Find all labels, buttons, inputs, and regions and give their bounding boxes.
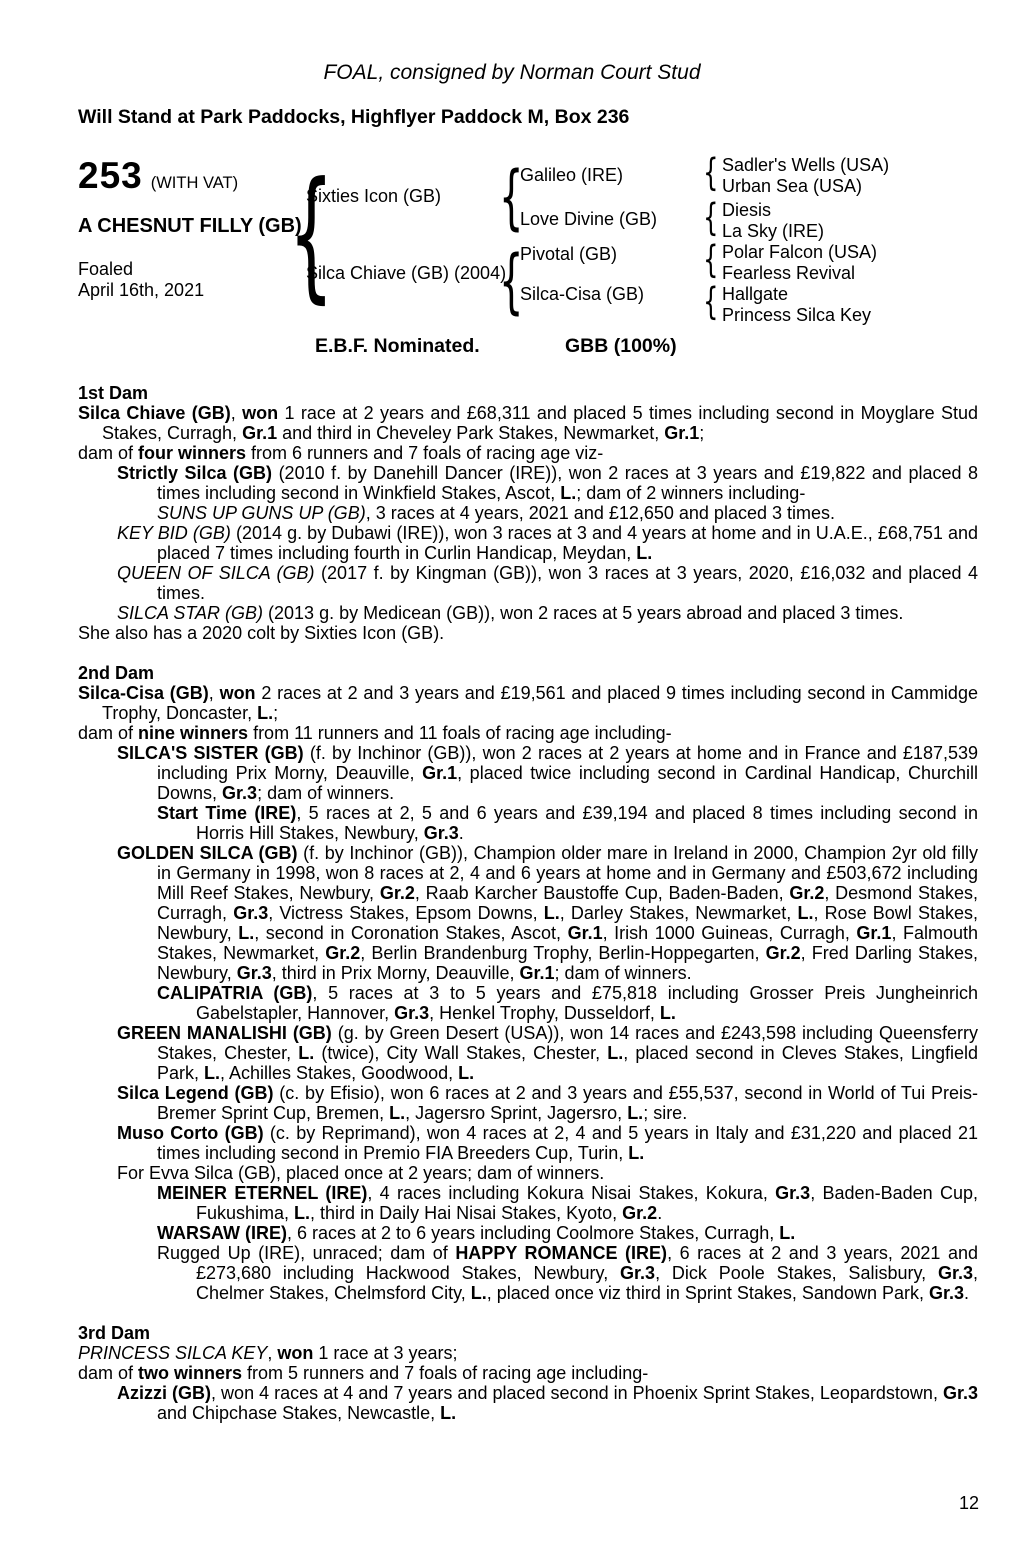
highlighted-text: Azizzi (GB) [117,1383,212,1403]
pedigree-paragraph [78,1243,978,1303]
pedigree-brace-sire: { [499,156,524,238]
highlighted-text: L. [440,1403,457,1423]
highlighted-text: Gr.3 [236,963,272,983]
body-text: , Rose Bowl Stakes, Newbury, [157,903,978,943]
highlighted-text: Gr.1 [664,423,700,443]
highlighted-text: Start Time (IRE) [157,803,297,823]
body-text: , Dick Poole Stakes, Salisbury, [655,1263,938,1283]
highlighted-text: L. [628,1143,645,1163]
body-text: (2017 f. by Kingman (GB)), won 3 races at 3 years, 2020, £16,032 and placed 4 times. [157,563,978,603]
body-text: , [230,403,243,423]
highlighted-text: Gr.1 [856,923,892,943]
body-text: , [267,1343,278,1363]
great-grandparent: Princess Silca Key [722,305,872,325]
highlighted-text: L. [470,1283,487,1303]
pedigree-paragraph [78,683,978,723]
body-text: For Evva Silca (GB), placed once at 2 years; dam of winners. [117,1163,605,1183]
highlighted-text: SILCA STAR (GB) [117,603,264,623]
body-text: , Falmouth Stakes, Newmarket, [157,923,979,963]
highlighted-text: Gr.1 [567,923,603,943]
highlighted-text: Gr.2 [325,943,361,963]
body-text: ; dam of winners. [554,963,692,983]
pedigree-paragraph [78,603,978,623]
pedigree-brace-gen3: { [703,280,719,323]
body-text: (g. by Green Desert (USA)), won 14 races and £243,598 including Queensferry Stakes, Chester, [157,1023,979,1063]
pedigree-brace-gen1: { [288,152,334,317]
pedigree-paragraph [78,1363,978,1383]
highlighted-text: L. [607,1043,624,1063]
body-text: , [208,683,220,703]
highlighted-text: CALIPATRIA (GB) [157,983,313,1003]
body-text: , Irish 1000 Guineas, Curragh, [602,923,857,943]
highlighted-text: Gr.1 [422,763,458,783]
highlighted-text: L. [560,483,577,503]
pedigree-paragraph [78,723,978,743]
highlighted-text: L. [257,703,274,723]
pedigree-paragraph [78,983,978,1023]
highlighted-text: SUNS UP GUNS UP (GB) [157,503,366,523]
body-text: (2013 g. by Medicean (GB)), won 2 races at 5 years abroad and placed 3 times. [263,603,904,623]
section-heading: 2nd Dam [78,663,155,683]
pedigree-paragraph [78,1223,978,1243]
body-text: , Raab Karcher Baustoffe Cup, Baden-Baden, [414,883,790,903]
highlighted-text: SILCA'S SISTER (GB) [117,743,304,763]
highlighted-text: Muso Corto (GB) [117,1123,264,1143]
great-grandparent: Fearless Revival [722,263,856,283]
stand-location-line: Will Stand at Park Paddocks, Highflyer Paddock M, Box 236 [78,106,630,128]
body-text: She also has a 2020 colt by Sixties Icon (GB). [78,623,445,643]
dam-name: Silca Chiave (GB) (2004) [306,263,507,283]
body-text: 1 race at 3 years; [313,1343,458,1363]
great-grandparent: Urban Sea (USA) [722,176,863,196]
highlighted-text: L. [779,1223,796,1243]
highlighted-text: WARSAW (IRE) [157,1223,287,1243]
pedigree-paragraph [78,843,978,983]
pedigree-paragraph [78,1183,978,1223]
great-grandparent: Diesis [722,200,772,220]
dam-section [78,1323,978,1423]
pedigree-paragraph [78,443,978,463]
page-number: 12 [959,1493,980,1513]
highlighted-text: L. [636,543,653,563]
highlighted-text: two winners [138,1363,243,1383]
highlighted-text: L. [543,903,560,923]
body-text: (f. by Inchinor (GB)), won 2 races at 2 years at home and in France and £187,539 including Prix Morny, Deauville, [157,743,978,783]
highlighted-text: Gr.1 [519,963,555,983]
highlighted-text: Gr.3 [937,1263,973,1283]
dam-sections [78,383,978,1423]
gbb-note: GBB (100%) [565,335,677,357]
body-text: (f. by Inchinor (GB)), Champion older mare in Ireland in 2000, Champion 2yr old filly in Germany in 1998, won 8 races at 2, 4 and 6 years at home and in Germany and £503,672 including Mill Reef Stakes, Newbury, [157,843,978,903]
body-text: (c. by Reprimand), won 4 races at 2, 4 and 5 years in Italy and £31,220 and placed 21 times including second in Premio FIA Breeders Cup, Turin, [157,1123,978,1163]
body-text: (2014 g. by Dubawi (IRE)), won 3 races at 3 and 4 years at home and in U.A.E., £68,751 and placed 7 times including fourth in Curlin Handicap, Meydan, [157,523,978,563]
lot-row [78,155,238,197]
highlighted-text: Gr.3 [928,1283,965,1303]
pedigree-paragraph [78,1123,978,1163]
highlighted-text: Gr.2 [789,883,825,903]
highlighted-text: Gr.2 [765,943,801,963]
highlighted-text: Gr.3 [222,783,258,803]
body-text: (c. by Efisio), won 6 races at 2 and 3 years and £55,537, second in World of Tui Preis-Bremer Sprint Cup, Bremen, [157,1083,978,1123]
body-text: ; [273,703,279,723]
body-text: and third in Cheveley Park Stakes, Newmarket, [277,423,665,443]
body-text: , second in Coronation Stakes, Ascot, [254,923,568,943]
highlighted-text: Gr.3 [423,823,459,843]
body-text: from 6 runners and 7 foals of racing age viz- [246,443,604,463]
pedigree-paragraph [78,1083,978,1123]
body-text: , 5 races at 3 to 5 years and £75,818 including Grosser Preis Jungheinrich Gabelstapler, Hannover, [196,983,978,1023]
body-text: from 5 runners and 7 foals of racing age including- [242,1363,649,1383]
highlighted-text: Gr.3 [942,1383,979,1403]
highlighted-text: won [219,683,256,703]
body-text: , 4 races including Kokura Nisai Stakes, Kokura, [367,1183,776,1203]
body-text: , Chelmer Stakes, Chelmsford City, [196,1263,978,1303]
highlighted-text: L. [204,1063,221,1083]
body-text: , Victress Stakes, Epsom Downs, [268,903,544,923]
body-text: dam of [78,1363,139,1383]
grandsire-name: Pivotal (GB) [520,244,618,264]
body-text: ; dam of winners. [257,783,395,803]
highlighted-text: HAPPY ROMANCE (IRE) [455,1243,668,1263]
pedigree-paragraph [78,623,978,643]
body-text: , Baden-Baden Cup, Fukushima, [196,1183,978,1223]
body-text: and Chipchase Stakes, Newcastle, [157,1403,441,1423]
great-grandparent: Polar Falcon (USA) [722,242,878,262]
pedigree-paragraph [78,1383,978,1423]
consignor-title: FOAL, consigned by Norman Court Stud [323,61,701,84]
pedigree-brace-gen3: { [703,196,719,239]
highlighted-text: won [277,1343,314,1363]
highlighted-text: won [242,403,279,423]
body-text: (2010 f. by Danehill Dancer (IRE)), won 2 races at 3 years and £19,822 and placed 8 times including second in Winkfield Stakes, Ascot, [157,463,979,503]
highlighted-text: four winners [138,443,247,463]
highlighted-text: GOLDEN SILCA (GB) [117,843,298,863]
body-text: , third in Prix Morny, Deauville, [271,963,520,983]
pedigree-paragraph [78,523,978,563]
foaled-label: Foaled [78,259,134,279]
body-text: , Henkel Trophy, Dusseldorf, [429,1003,660,1023]
granddam-name: Silca-Cisa (GB) [520,284,645,304]
pedigree-paragraph [78,1163,978,1183]
pedigree-paragraph [78,563,978,603]
great-grandparents-pair [722,155,889,197]
section-heading: 3rd Dam [78,1323,151,1343]
pedigree-brace-gen3: { [703,238,719,281]
pedigree-paragraph [78,463,978,503]
highlighted-text: Gr.1 [242,423,278,443]
great-grandparent: La Sky (IRE) [722,221,825,241]
body-text: . [657,1203,663,1223]
highlighted-text: Gr.3 [394,1003,430,1023]
highlighted-text: QUEEN OF SILCA (GB) [117,563,315,583]
pedigree-brace-dam: { [499,240,524,322]
dam-section [78,383,978,643]
body-text: 2 races at 2 and 3 years and £19,561 and placed 9 times including second in Cammidge Trophy, Doncaster, [102,683,978,723]
great-grandparent: Sadler's Wells (USA) [722,155,890,175]
highlighted-text: Gr.2 [379,883,415,903]
granddam-name: Love Divine (GB) [520,209,658,229]
pedigree-tree [0,153,1024,365]
highlighted-text: L. [458,1063,475,1083]
highlighted-text: nine winners [138,723,249,743]
body-text: , 6 races at 2 to 6 years including Coolmore Stakes, Curragh, [287,1223,780,1243]
body-text: . [458,823,464,843]
body-text: , Fred Darling Stakes, Newbury, [157,943,978,983]
great-grandparent: Hallgate [722,284,789,304]
body-text: Rugged Up (IRE), unraced; dam of [157,1243,456,1263]
highlighted-text: Silca-Cisa (GB) [78,683,209,703]
dam-section [78,663,978,1303]
foaled-date: April 16th, 2021 [78,280,205,300]
body-text: , 6 races at 2 and 3 years, 2021 and £273,680 including Hackwood Stakes, Newbury, [196,1243,979,1283]
body-text: , Jagersro Sprint, Jagersro, [405,1103,628,1123]
highlighted-text: L. [659,1003,676,1023]
body-text: , Achilles Stakes, Goodwood, [220,1063,459,1083]
body-text: ; dam of 2 winners including- [576,483,806,503]
pedigree-paragraph [78,403,978,443]
body-text: dam of [78,443,139,463]
pedigree-paragraph [78,503,978,523]
body-text: , 5 races at 2, 5 and 6 years and £39,194 and placed 8 times including second in Horris Hill Stakes, Newbury, [196,803,978,843]
pedigree-brace-gen3: { [703,151,719,194]
body-text: , placed second in Cleves Stakes, Lingfield Park, [157,1043,978,1083]
highlighted-text: Gr.2 [622,1203,658,1223]
body-text: . [964,1283,970,1303]
pedigree-paragraph [78,803,978,843]
body-text: , Desmond Stakes, Curragh, [157,883,978,923]
great-grandparents-pair [722,242,877,284]
highlighted-text: MEINER ETERNEL (IRE) [157,1183,368,1203]
great-grandparents-pair [722,200,824,242]
body-text: (twice), City Wall Stakes, Chester, [314,1043,608,1063]
body-text: dam of [78,723,139,743]
highlighted-text: PRINCESS SILCA KEY [78,1343,268,1363]
section-heading: 1st Dam [78,383,149,403]
highlighted-text: L. [389,1103,406,1123]
highlighted-text: Silca Chiave (GB) [78,403,231,423]
body-text: from 11 runners and 11 foals of racing age including- [248,723,672,743]
body-text: ; [699,423,705,443]
ebf-nominated-note: E.B.F. Nominated. [315,335,480,357]
highlighted-text: Gr.3 [233,903,269,923]
lot-number: 253 [78,155,143,196]
body-text: , 3 races at 4 years, 2021 and £12,650 and placed 3 times. [365,503,835,523]
body-text: ; sire. [643,1103,688,1123]
pedigree-paragraph [78,743,978,803]
great-grandparents-pair [722,284,871,326]
body-text: , Berlin Brandenburg Trophy, Berlin-Hoppegarten, [360,943,766,963]
highlighted-text: L. [627,1103,644,1123]
body-text: , third in Daily Hai Nisai Stakes, Kyoto, [310,1203,623,1223]
highlighted-text: Gr.3 [620,1263,656,1283]
body-text: , won 4 races at 4 and 7 years and placed second in Phoenix Sprint Stakes, Leopardstown, [211,1383,943,1403]
horse-name: A CHESNUT FILLY (GB) [78,215,302,237]
highlighted-text: L. [238,923,255,943]
lot-vat-note: (WITH VAT) [150,174,239,192]
highlighted-text: L. [797,903,814,923]
highlighted-text: Strictly Silca (GB) [117,463,273,483]
highlighted-text: L. [298,1043,315,1063]
highlighted-text: L. [294,1203,311,1223]
body-text: , Darley Stakes, Newmarket, [559,903,798,923]
highlighted-text: Gr.3 [775,1183,811,1203]
pedigree-paragraph [78,1343,978,1363]
highlighted-text: GREEN MANALISHI (GB) [117,1023,332,1043]
highlighted-text: Silca Legend (GB) [117,1083,274,1103]
pedigree-paragraph [78,1023,978,1083]
highlighted-text: KEY BID (GB) [117,523,231,543]
sire-name: Sixties Icon (GB) [306,186,442,206]
grandsire-name: Galileo (IRE) [520,165,624,185]
body-text: , placed once viz third in Sprint Stakes, Sandown Park, [486,1283,929,1303]
body-text: 1 race at 2 years and £68,311 and placed 5 times including second in Moyglare Stud Stakes, Curragh, [102,403,979,443]
body-text: , placed twice including second in Cardinal Handicap, Churchill Downs, [157,763,978,803]
